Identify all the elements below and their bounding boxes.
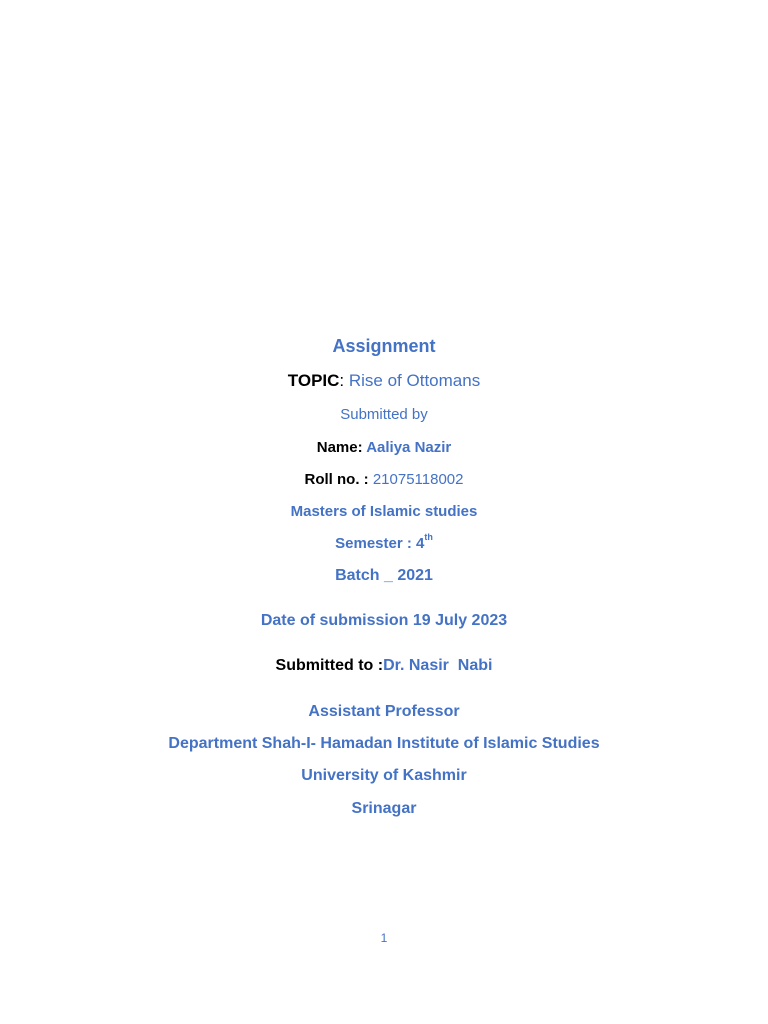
semester-line	[0, 532, 768, 552]
batch-line: Batch _ 2021	[335, 567, 433, 584]
name-line	[0, 439, 768, 456]
name-label: Name:	[316, 439, 367, 456]
page-number: 1	[380, 931, 388, 945]
department-line: Department Shah-I- Hamadan Institute of Islamic Studies	[168, 735, 600, 752]
semester-suffix: th	[424, 532, 433, 542]
assignment-heading: Assignment	[332, 336, 436, 356]
topic-separator: :	[339, 371, 349, 390]
city-line: Srinagar	[351, 800, 417, 817]
submitted-to-line	[0, 657, 768, 675]
roll-line	[0, 471, 768, 488]
university-line: University of Kashmir	[301, 767, 467, 784]
submitted-to-label: Submitted to :	[275, 657, 384, 674]
position-line: Assistant Professor	[308, 703, 460, 720]
topic-value: Rise of Ottomans	[348, 371, 481, 390]
topic-label: TOPIC	[287, 371, 340, 390]
name-value: Aaliya Nazir	[366, 439, 452, 456]
semester-text: Semester : 4	[335, 535, 425, 552]
submitted-to-value: Dr. Nasir Nabi	[383, 657, 493, 674]
submitted-by-label: Submitted by	[340, 406, 428, 423]
roll-value: 21075118002	[372, 471, 464, 488]
program-line: Masters of Islamic studies	[290, 503, 478, 520]
topic-line	[0, 371, 768, 391]
roll-label: Roll no. :	[304, 471, 373, 488]
submission-date-line: Date of submission 19 July 2023	[260, 612, 508, 629]
